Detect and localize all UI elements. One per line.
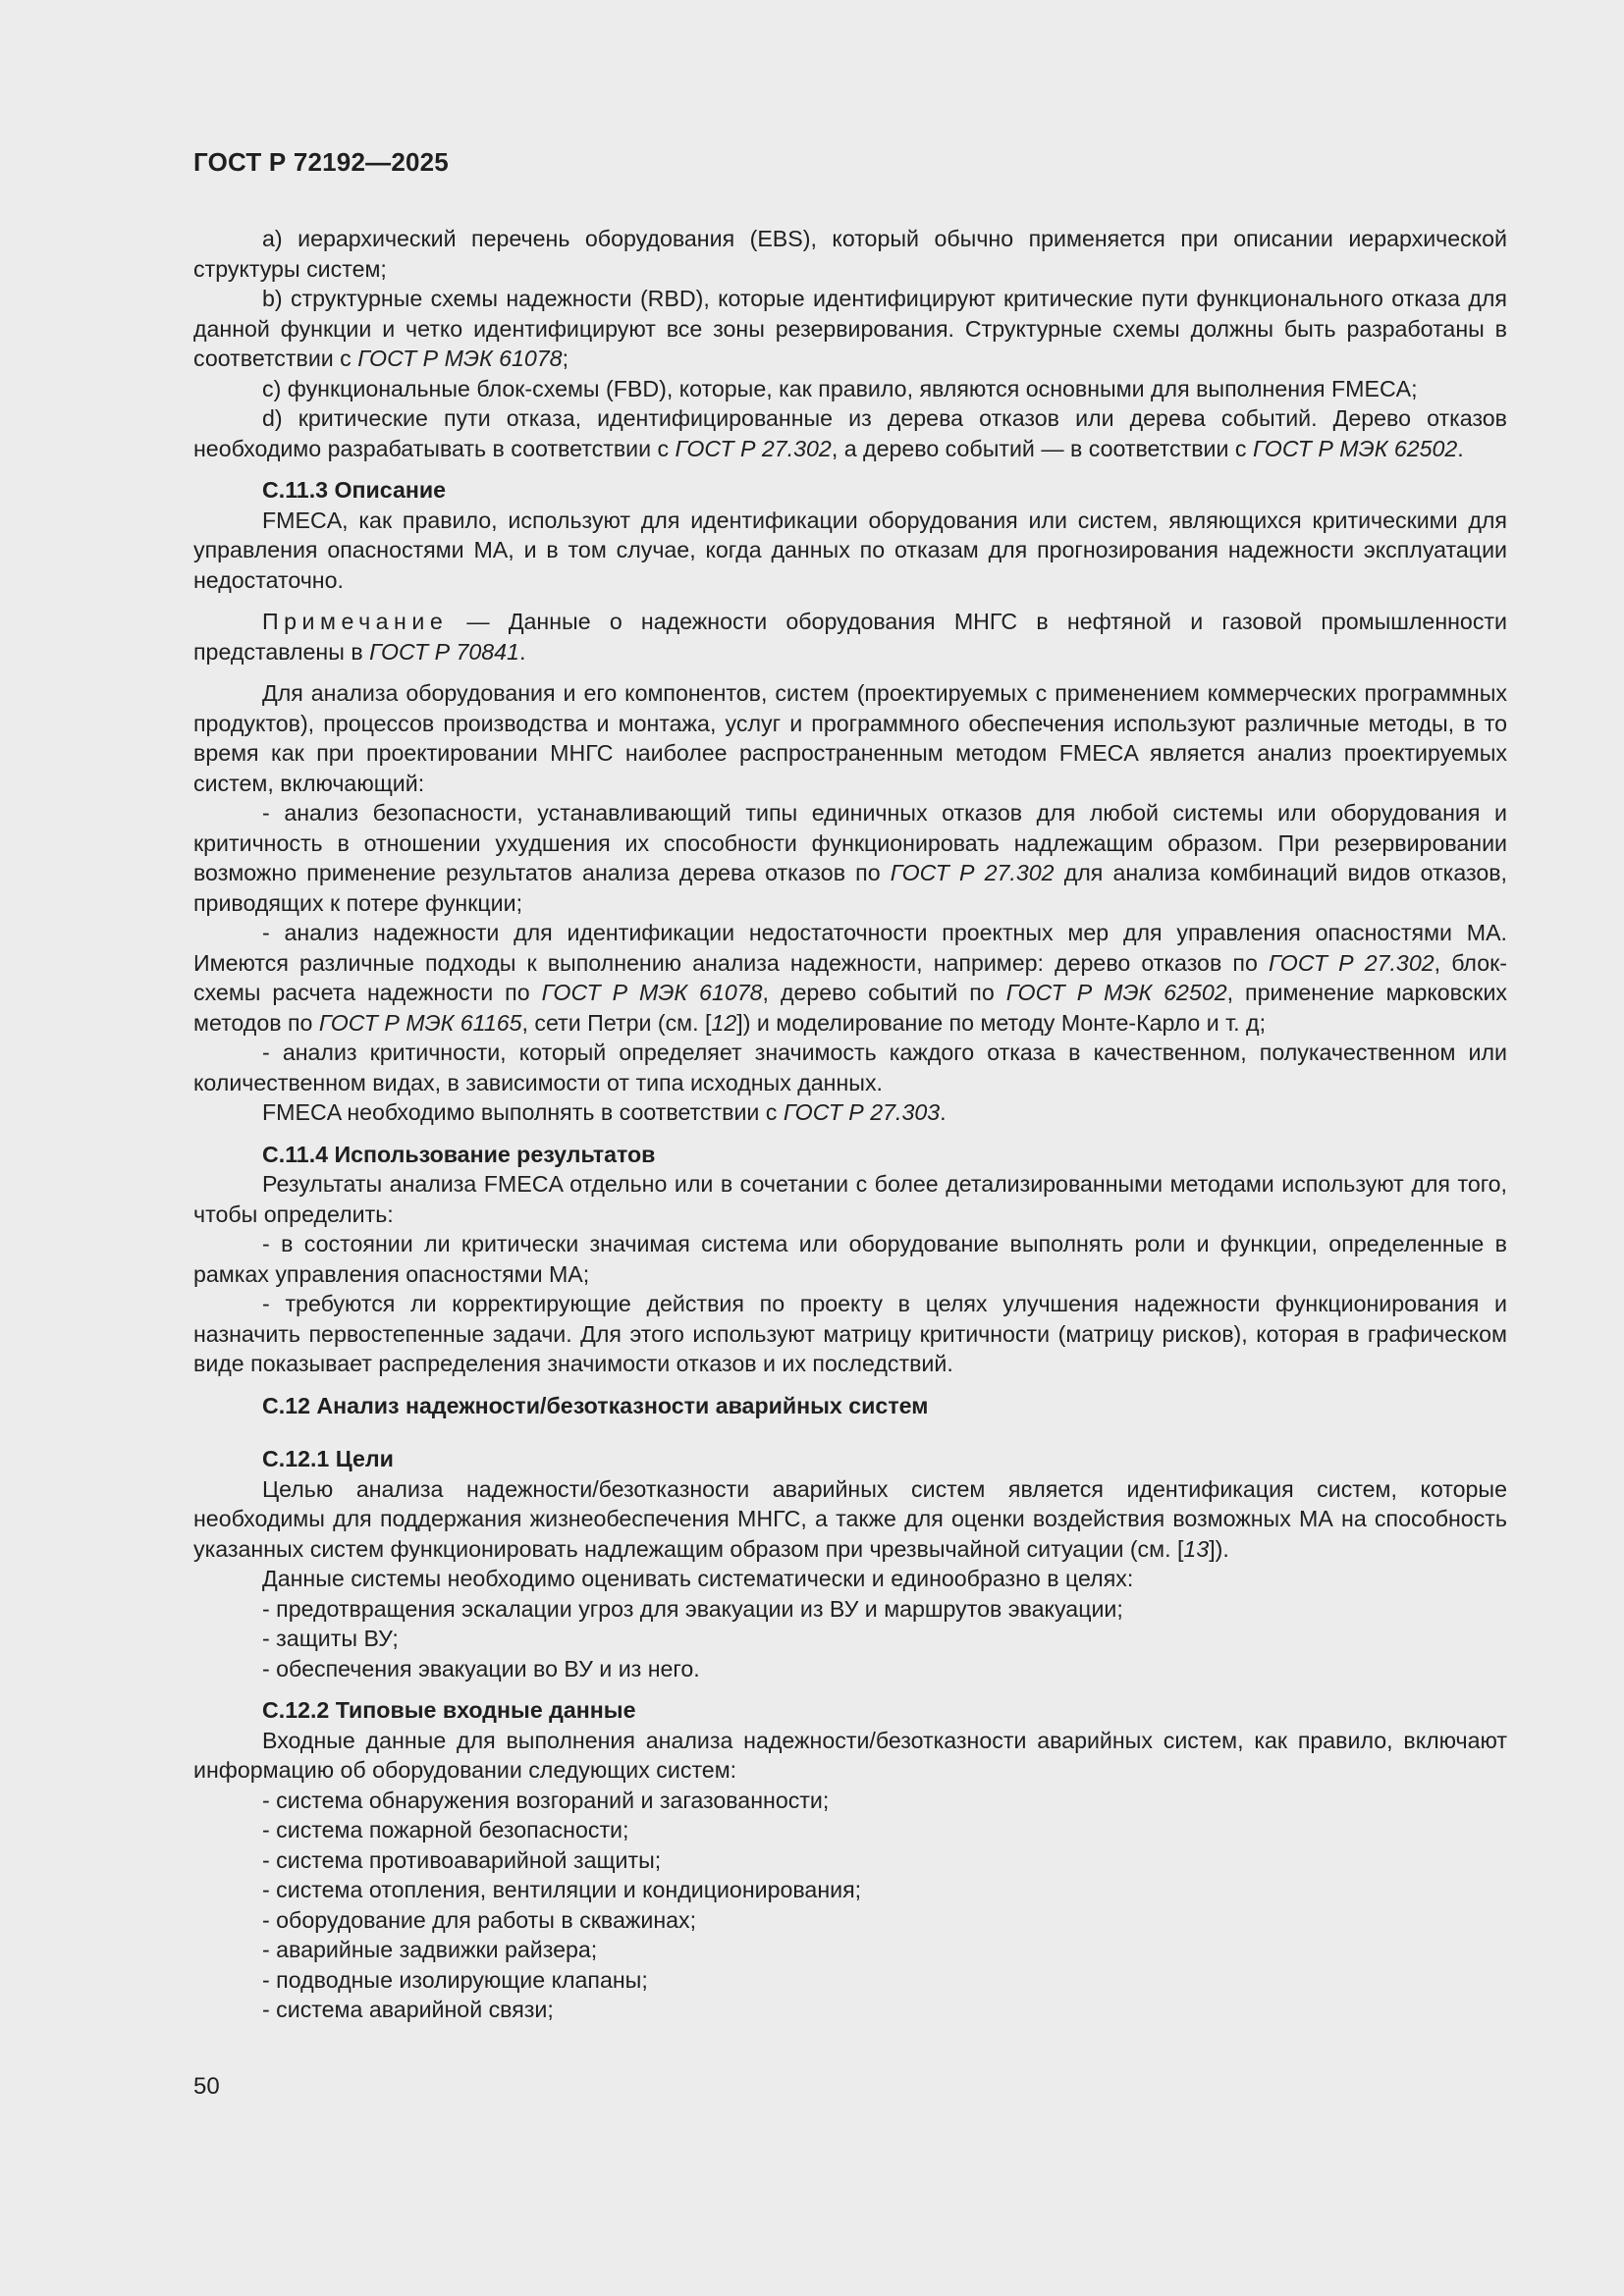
bullet-critical-system: - в состоянии ли критически значимая система или оборудование выполнять роли и функции, определенные в рамках управления опасностями МА; [193, 1231, 1507, 1287]
bullet-reliability-analysis: - анализ надежности для идентификации недостаточности проектных мер для управления опасностями МА. Имеются различные подходы к выполнению анализа надежности, например: дерево отказов по ГОСТ Р 27.302, блок-схемы расчета надежности по ГОСТ Р МЭК 61078, дерево событий по ГОСТ Р МЭК 62502, применение марковских методов по ГОСТ Р МЭК 61165, сети Петри (см. [12]) и моделирование по методу Монте-Карло и т. д; [193, 920, 1507, 1036]
list-item-c: c) функциональные блок-схемы (FBD), которые, как правило, являются основными для выполнения FMECA; [262, 375, 1418, 401]
list-item: - система отопления, вентиляции и кондиционирования; [262, 1877, 862, 1902]
list-item: - система противоаварийной защиты; [262, 1846, 662, 1873]
note-label: Примечание [262, 609, 449, 634]
page-number: 50 [193, 2073, 220, 2100]
section-heading-c113: С.11.3 Описание [262, 477, 447, 503]
note: Примечание — Данные о надежности оборудования МНГС в нефтяной и газовой промышленности представлены в ГОСТ Р 70841. [193, 609, 1507, 665]
paragraph-c114: Результаты анализа FMECA отдельно или в сочетании с более детализированными методами используют для того, чтобы определить: [193, 1171, 1507, 1227]
list-item: - подводные изолирующие клапаны; [262, 1966, 648, 1993]
list-item-d: d) критические пути отказа, идентифицированные из дерева отказов или дерева событий. Дерево отказов необходимо разрабатывать в соответствии с ГОСТ Р 27.302, а дерево событий — в соответствии с ГОСТ Р МЭК 62502. [193, 405, 1507, 461]
standard-reference: ГОСТ Р МЭК 61165 [318, 1009, 522, 1036]
section-heading-c121: С.12.1 Цели [262, 1446, 394, 1471]
section-heading-c12: С.12 Анализ надежности/безотказности аварийных систем [262, 1392, 929, 1418]
bullet-criticality-analysis: - анализ критичности, который определяет значимость каждого отказа в качественном, полукачественном или количественном видах, в зависимости от типа исходных данных. [193, 1040, 1507, 1095]
standard-reference: ГОСТ Р 27.302 [1268, 949, 1435, 976]
list-item-a: a) иерархический перечень оборудования (EBS), который обычно применяется при описании иерархической структуры систем; [193, 226, 1507, 282]
list-item: - обеспечения эвакуации во ВУ и из него. [262, 1655, 700, 1682]
bullet-safety-analysis: - анализ безопасности, устанавливающий типы единичных отказов для любой системы или оборудования и критичность в отношении ухудшения их способности функционировать надлежащим образом. При резервировании возможно применение результатов анализа дерева отказов по ГОСТ Р 27.302 для анализа комбинаций видов отказов, приводящих к потере функции; [193, 800, 1507, 916]
paragraph-c121: Целью анализа надежности/безотказности аварийных систем является идентификация систем, которые необходимы для поддержания жизнеобеспечения МНГС, а также для оценки воздействия возможных МА на способность указанных систем функционировать надлежащим образом при чрезвычайной ситуации (см. [13]). [193, 1475, 1507, 1562]
list-item: - оборудование для работы в скважинах; [262, 1906, 697, 1933]
list-item: - предотвращения эскалации угроз для эвакуации из ВУ и маршрутов эвакуации; [262, 1595, 1123, 1622]
standard-reference: ГОСТ Р 27.302 [675, 435, 832, 461]
paragraph-analysis: Для анализа оборудования и его компонентов, систем (проектируемых с применением коммерческих программных продуктов), процессов производства и монтажа, услуг и программного обеспечения используют различные методы, в то время как при проектировании МНГС наиболее распространенным методом FMECA является анализ проектируемых систем, включающий: [193, 680, 1507, 796]
document-header: ГОСТ Р 72192—2025 [193, 147, 449, 177]
document-body [193, 224, 1507, 2025]
list-item: - защиты ВУ; [262, 1626, 399, 1651]
standard-reference: ГОСТ Р 27.303 [783, 1099, 941, 1125]
standard-reference: ГОСТ Р МЭК 62502 [1252, 435, 1458, 461]
standard-reference: ГОСТ Р МЭК 62502 [1005, 980, 1227, 1005]
list-item: - система обнаружения возгораний и загазованности; [262, 1787, 830, 1813]
bibliography-reference: 12 [711, 1009, 737, 1036]
list-item: - система пожарной безопасности; [262, 1817, 629, 1842]
bullet-corrective-actions: - требуются ли корректирующие действия по проекту в целях улучшения надежности функционирования и назначить первостепенные задачи. Для этого используют матрицу критичности (матрицу рисков), которая в графическом виде показывает распределения значимости отказов и их последствий. [193, 1291, 1507, 1376]
section-heading-c122: С.12.2 Типовые входные данные [262, 1697, 636, 1723]
standard-reference: ГОСТ Р МЭК 61078 [357, 346, 563, 371]
paragraph-c121-goals: Данные системы необходимо оценивать систематически и единообразно в целях: [262, 1566, 1134, 1591]
bibliography-reference: 13 [1183, 1535, 1210, 1562]
standard-reference: ГОСТ Р 70841 [369, 638, 519, 665]
section-heading-c114: С.11.4 Использование результатов [262, 1141, 656, 1167]
list-item-b: b) структурные схемы надежности (RBD), которые идентифицируют критические пути функционального отказа для данной функции и четко идентифицируют все зоны резервирования. Структурные схемы должны быть разработаны в соответствии с ГОСТ Р МЭК 61078; [193, 286, 1507, 371]
list-item: - система аварийной связи; [262, 1997, 554, 2022]
standard-reference: ГОСТ Р МЭК 61078 [541, 980, 763, 1005]
list-item: - аварийные задвижки райзера; [262, 1937, 598, 1962]
paragraph-fmeca: FMECA необходимо выполнять в соответствии с ГОСТ Р 27.303. [262, 1099, 947, 1125]
paragraph-c122: Входные данные для выполнения анализа надежности/безотказности аварийных систем, как правило, включают информацию об оборудовании следующих систем: [193, 1727, 1507, 1783]
paragraph-c113: FMECA, как правило, используют для идентификации оборудования или систем, являющихся критическими для управления опасностями МА, и в том случае, когда данных по отказам для прогнозирования надежности эксплуатации недостаточно. [193, 507, 1507, 593]
standard-reference: ГОСТ Р 27.302 [890, 860, 1055, 885]
